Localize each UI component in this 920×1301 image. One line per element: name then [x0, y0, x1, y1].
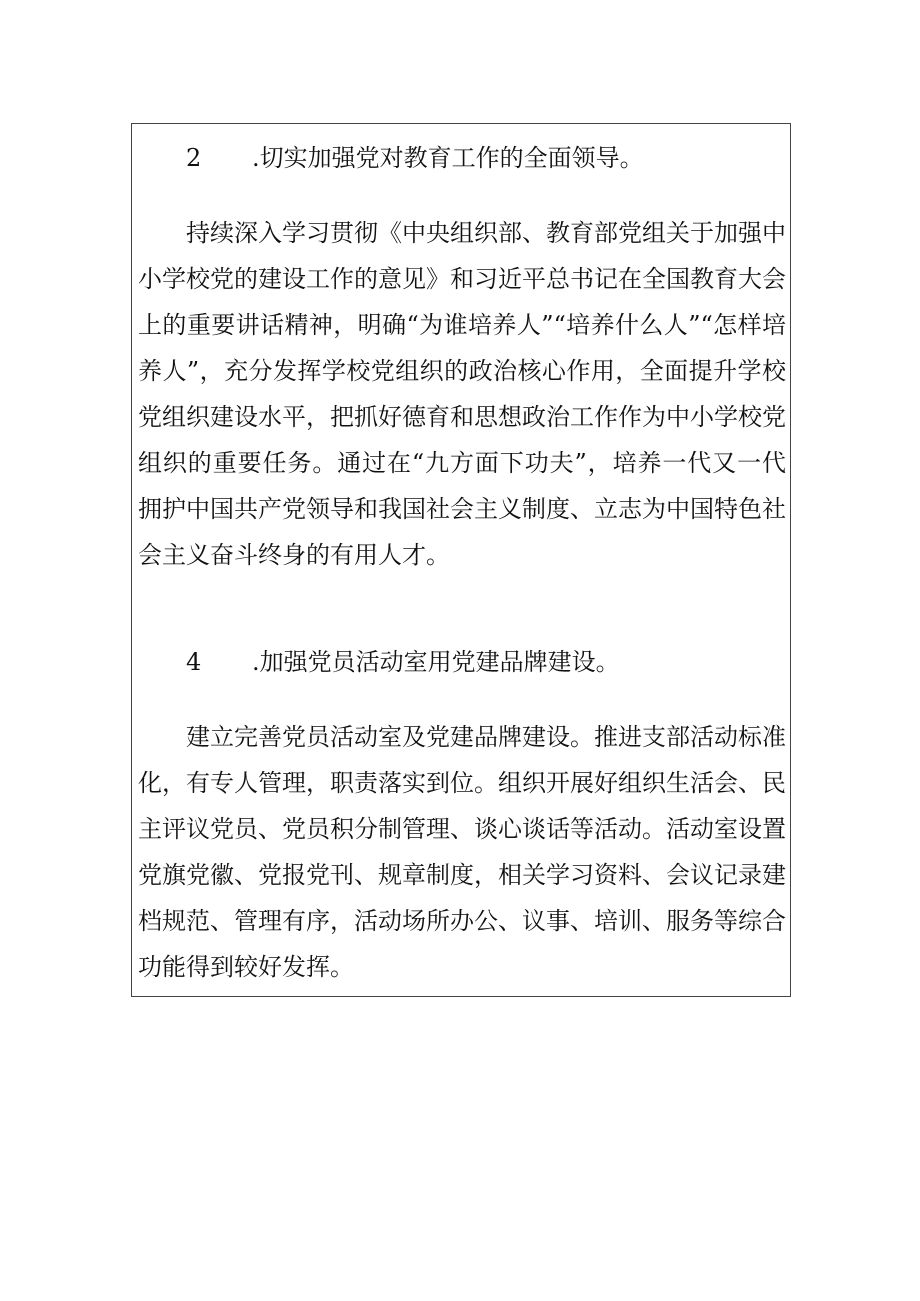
document-frame — [131, 123, 791, 997]
section-heading-2 — [186, 142, 644, 174]
section-paragraph: 持续深入学习贯彻《中央组织部、教育部党组关于加强中小学校党的建设工作的意见》和习近平总书记在全国教育大会上的重要讲话精神，明确“为谁培养人”“培养什么人”“怎样培养人”，充分发挥学校党组织的政治核心作用，全面提升学校党组织建设水平，把抓好德育和思想政治工作作为中小学校党组织的重要任务。通过在“九方面下功夫”，培养一代又一代拥护中国共产党领导和我国社会主义制度、立志为中国特色社会主义奋斗终身的有用人才。 — [138, 219, 786, 569]
section-number: 2 — [186, 144, 202, 172]
section-paragraph: 建立完善党员活动室及党建品牌建设。推进支部活动标准化，有专人管理，职责落实到位。组织开展好组织生活会、民主评议党员、党员积分制管理、谈心谈话等活动。活动室设置党旗党徽、党报党刊、规章制度，相关学习资料、会议记录建档规范、管理有序，活动场所办公、议事、培训、服务等综合功能得到较好发挥。 — [138, 723, 786, 981]
section-number: 4 — [186, 648, 202, 676]
section-title: .切实加强党对教育工作的全面领导。 — [252, 144, 644, 172]
section-title: .加强党员活动室用党建品牌建设。 — [252, 648, 620, 676]
section-heading-4 — [186, 646, 620, 678]
